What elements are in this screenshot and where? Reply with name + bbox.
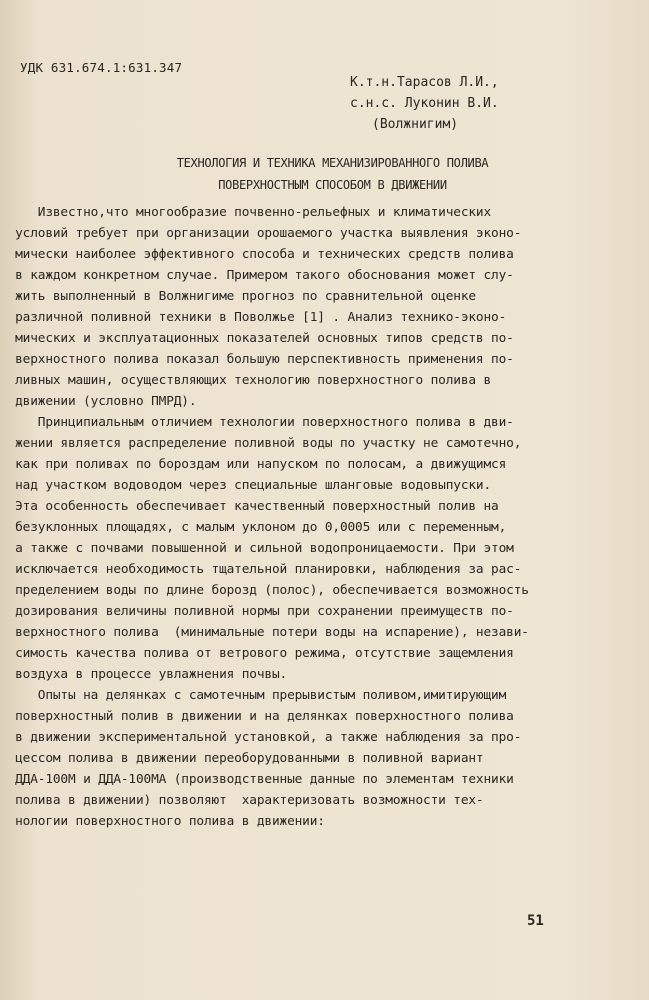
text-line: как при поливах по бороздам или напуском по полосам, а движущимся bbox=[0, 457, 507, 472]
text-line: в каждом конкретном случае. Примером такого обоснования может слу- bbox=[0, 268, 514, 283]
text-line: верхностного полива показал большую перспективность применения по- bbox=[0, 352, 514, 367]
text-line: симость качества полива от ветрового режима, отсутствие защемления bbox=[0, 646, 514, 661]
text-line: дозирования величины поливной нормы при сохранении преимуществ по- bbox=[0, 604, 514, 619]
text-line: исключается необходимость тщательной планировки, наблюдения за рас- bbox=[0, 562, 522, 577]
text-line: движении (условно ПМРД). bbox=[0, 394, 197, 409]
text-line: Эта особенность обеспечивает качественный поверхностный полив на bbox=[0, 499, 499, 514]
text-line: ливных машин, осуществляющих технологию поверхностного полива в bbox=[0, 373, 492, 388]
text-line: жении является распределение поливной воды по участку не самотечно, bbox=[0, 436, 522, 451]
text-line: верхностного полива (минимальные потери воды на испарение), незави- bbox=[0, 625, 529, 640]
text-line: полива в движении) позволяют характеризовать возможности тех- bbox=[0, 793, 484, 808]
authors-block bbox=[350, 72, 640, 135]
text-line: пределением воды по длине борозд (полос), обеспечивается возможность bbox=[0, 583, 529, 598]
page-number: 51 bbox=[527, 913, 544, 929]
article-title bbox=[60, 152, 605, 196]
text-line: мически наиболее эффективного способа и технических средств полива bbox=[0, 247, 514, 262]
title-line: ПОВЕРХНОСТНЫМ СПОСОБОМ В ДВИЖЕНИИ bbox=[218, 178, 447, 192]
text-line: а также с почвами повышенной и сильной водопроницаемости. При этом bbox=[0, 541, 514, 556]
text-line: цессом полива в движении переоборудованными в поливной вариант bbox=[0, 751, 484, 766]
text-line: жить выполненный в Волжнигиме прогноз по сравнительной оценке bbox=[0, 289, 476, 304]
title-line: ТЕХНОЛОГИЯ И ТЕХНИКА МЕХАНИЗИРОВАННОГО ПОЛИВА bbox=[176, 156, 489, 170]
text-line: Известно,что многообразие почвенно-рельефных и климатических bbox=[0, 205, 492, 220]
text-line: мических и эксплуатационных показателей основных типов средств по- bbox=[0, 331, 514, 346]
text-line: нологии поверхностного полива в движении: bbox=[0, 814, 325, 829]
text-line: ДДА-100М и ДДА-100МА (производственные данные по элементам техники bbox=[0, 772, 514, 787]
author-tarasov: К.т.н.Тарасов Л.И., bbox=[350, 75, 499, 90]
text-line: воздуха в процессе увлажнения почвы. bbox=[0, 667, 288, 682]
author-lukonin: с.н.с. Луконин В.И. bbox=[350, 96, 499, 111]
text-line: условий требует при организации орошаемого участка выявления эконо- bbox=[0, 226, 522, 241]
udk-code: УДК 631.674.1:631.347 bbox=[20, 60, 183, 75]
text-line: Опыты на делянках с самотечным прерывистым поливом,имитирующим bbox=[0, 688, 507, 703]
text-line: поверхностный полив в движении и на делянках поверхностного полива bbox=[0, 709, 514, 724]
text-line: в движении экспериментальной установкой, а также наблюдения за про- bbox=[0, 730, 522, 745]
text-line: Принципиальным отличием технологии поверхностного полива в дви- bbox=[0, 415, 514, 430]
body-text bbox=[0, 202, 640, 832]
text-line: различной поливной техники в Поволжье [1] . Анализ технико-эконо- bbox=[0, 310, 507, 325]
organization: (Волжнигим) bbox=[372, 117, 459, 132]
text-line: над участком водоводом через специальные шланговые водовыпуски. bbox=[0, 478, 492, 493]
text-line: безуклонных площадях, с малым уклоном до 0,0005 или с переменным, bbox=[0, 520, 507, 535]
